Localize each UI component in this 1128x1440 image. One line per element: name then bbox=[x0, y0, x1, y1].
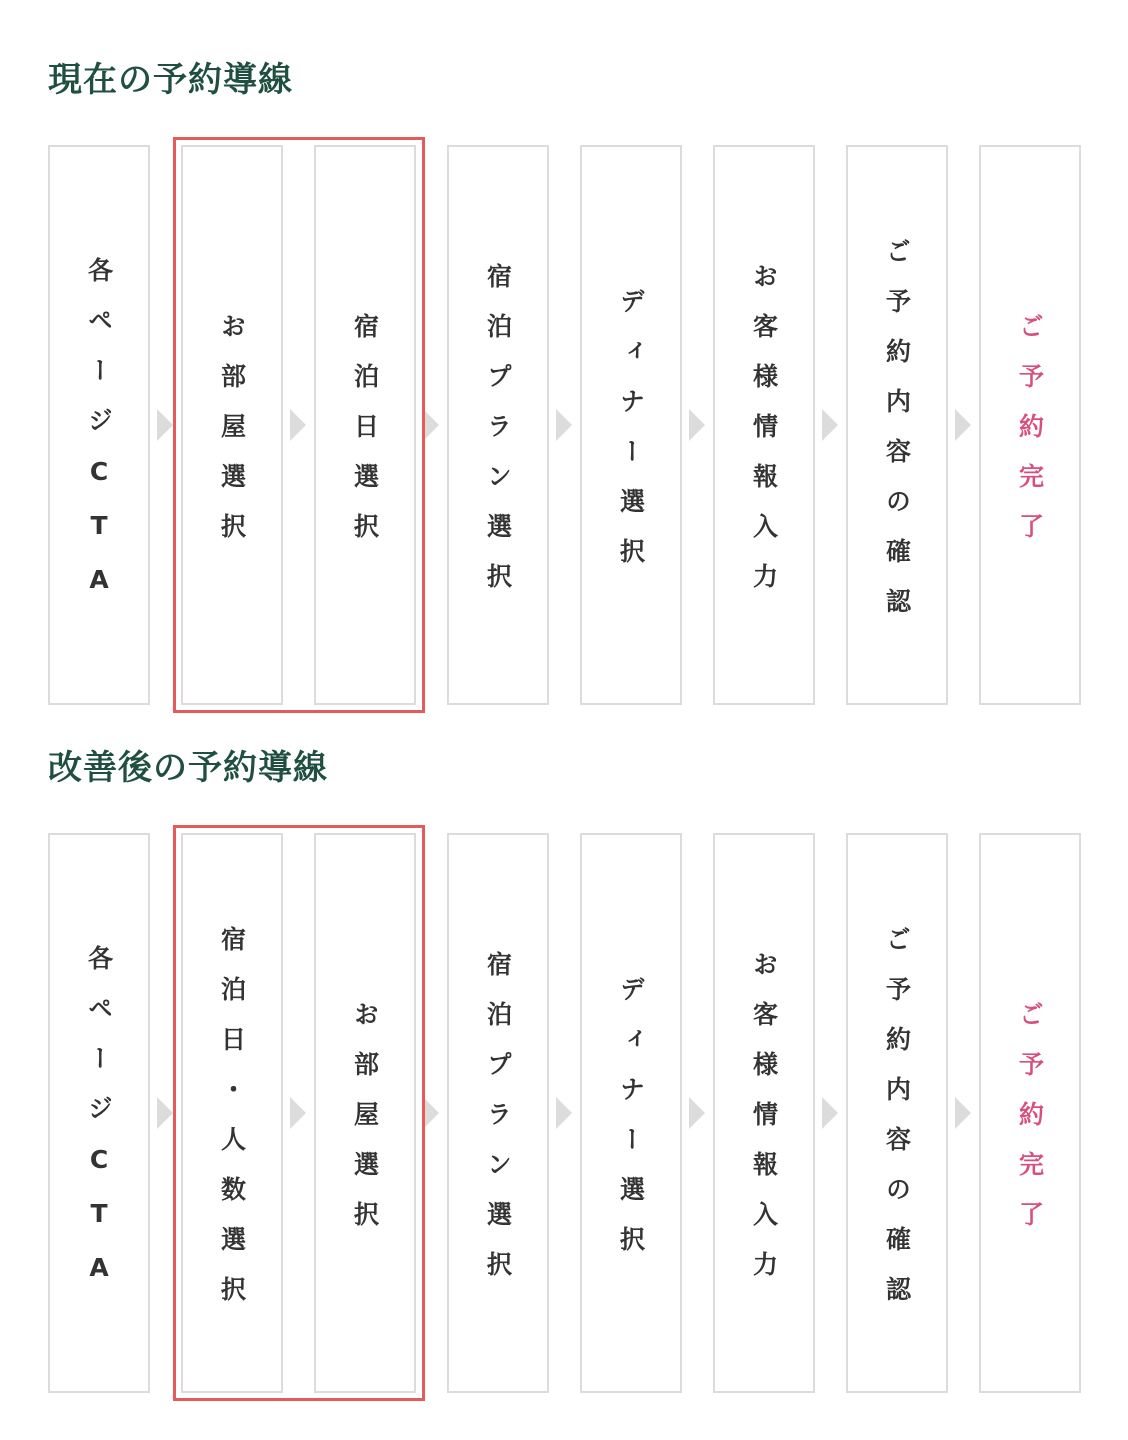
step-label: 宿泊日選択 bbox=[350, 312, 380, 563]
arrow-right-icon bbox=[423, 409, 439, 441]
improved-step-4 bbox=[447, 833, 549, 1393]
arrow-right-icon bbox=[157, 409, 173, 441]
step-label: ご予約完了 bbox=[1015, 312, 1045, 563]
step-label: お部屋選択 bbox=[217, 312, 247, 563]
step-label: お客様情報入力 bbox=[749, 262, 779, 613]
current-step-4 bbox=[447, 145, 549, 705]
current-step-2 bbox=[181, 145, 283, 705]
current-flow bbox=[0, 145, 1128, 705]
arrow-right-icon bbox=[556, 1097, 572, 1129]
improved-step-8 bbox=[979, 833, 1081, 1393]
step-label: ご予約完了 bbox=[1015, 1000, 1045, 1251]
step-label: 各ページCTA bbox=[84, 256, 114, 619]
current-step-8 bbox=[979, 145, 1081, 705]
improved-step-1 bbox=[48, 833, 150, 1393]
current-step-3 bbox=[314, 145, 416, 705]
current-step-6 bbox=[713, 145, 815, 705]
arrow-right-icon bbox=[955, 409, 971, 441]
improved-step-7 bbox=[846, 833, 948, 1393]
arrow-right-icon bbox=[290, 1097, 306, 1129]
step-label: 各ページCTA bbox=[84, 944, 114, 1307]
improved-flow bbox=[0, 833, 1128, 1393]
improved-step-2 bbox=[181, 833, 283, 1393]
arrow-right-icon bbox=[822, 409, 838, 441]
improved-flow-title: 改善後の予約導線 bbox=[48, 748, 328, 788]
improved-step-6 bbox=[713, 833, 815, 1393]
step-label: 宿泊プラン選択 bbox=[483, 950, 513, 1301]
step-label: お部屋選択 bbox=[350, 1000, 380, 1251]
current-step-7 bbox=[846, 145, 948, 705]
step-label: 宿泊プラン選択 bbox=[483, 262, 513, 613]
arrow-right-icon bbox=[423, 1097, 439, 1129]
current-step-1 bbox=[48, 145, 150, 705]
arrow-right-icon bbox=[157, 1097, 173, 1129]
arrow-right-icon bbox=[689, 409, 705, 441]
improved-step-3 bbox=[314, 833, 416, 1393]
step-label: お客様情報入力 bbox=[749, 950, 779, 1301]
arrow-right-icon bbox=[556, 409, 572, 441]
step-label: ディナー選択 bbox=[616, 287, 646, 588]
current-flow-title: 現在の予約導線 bbox=[48, 60, 293, 100]
step-label: ご予約内容の確認 bbox=[882, 925, 912, 1326]
improved-step-5 bbox=[580, 833, 682, 1393]
arrow-right-icon bbox=[689, 1097, 705, 1129]
arrow-right-icon bbox=[822, 1097, 838, 1129]
arrow-right-icon bbox=[290, 409, 306, 441]
step-label: 宿泊日・人数選択 bbox=[217, 925, 247, 1326]
current-step-5 bbox=[580, 145, 682, 705]
step-label: ご予約内容の確認 bbox=[882, 237, 912, 638]
arrow-right-icon bbox=[955, 1097, 971, 1129]
step-label: ディナー選択 bbox=[616, 975, 646, 1276]
